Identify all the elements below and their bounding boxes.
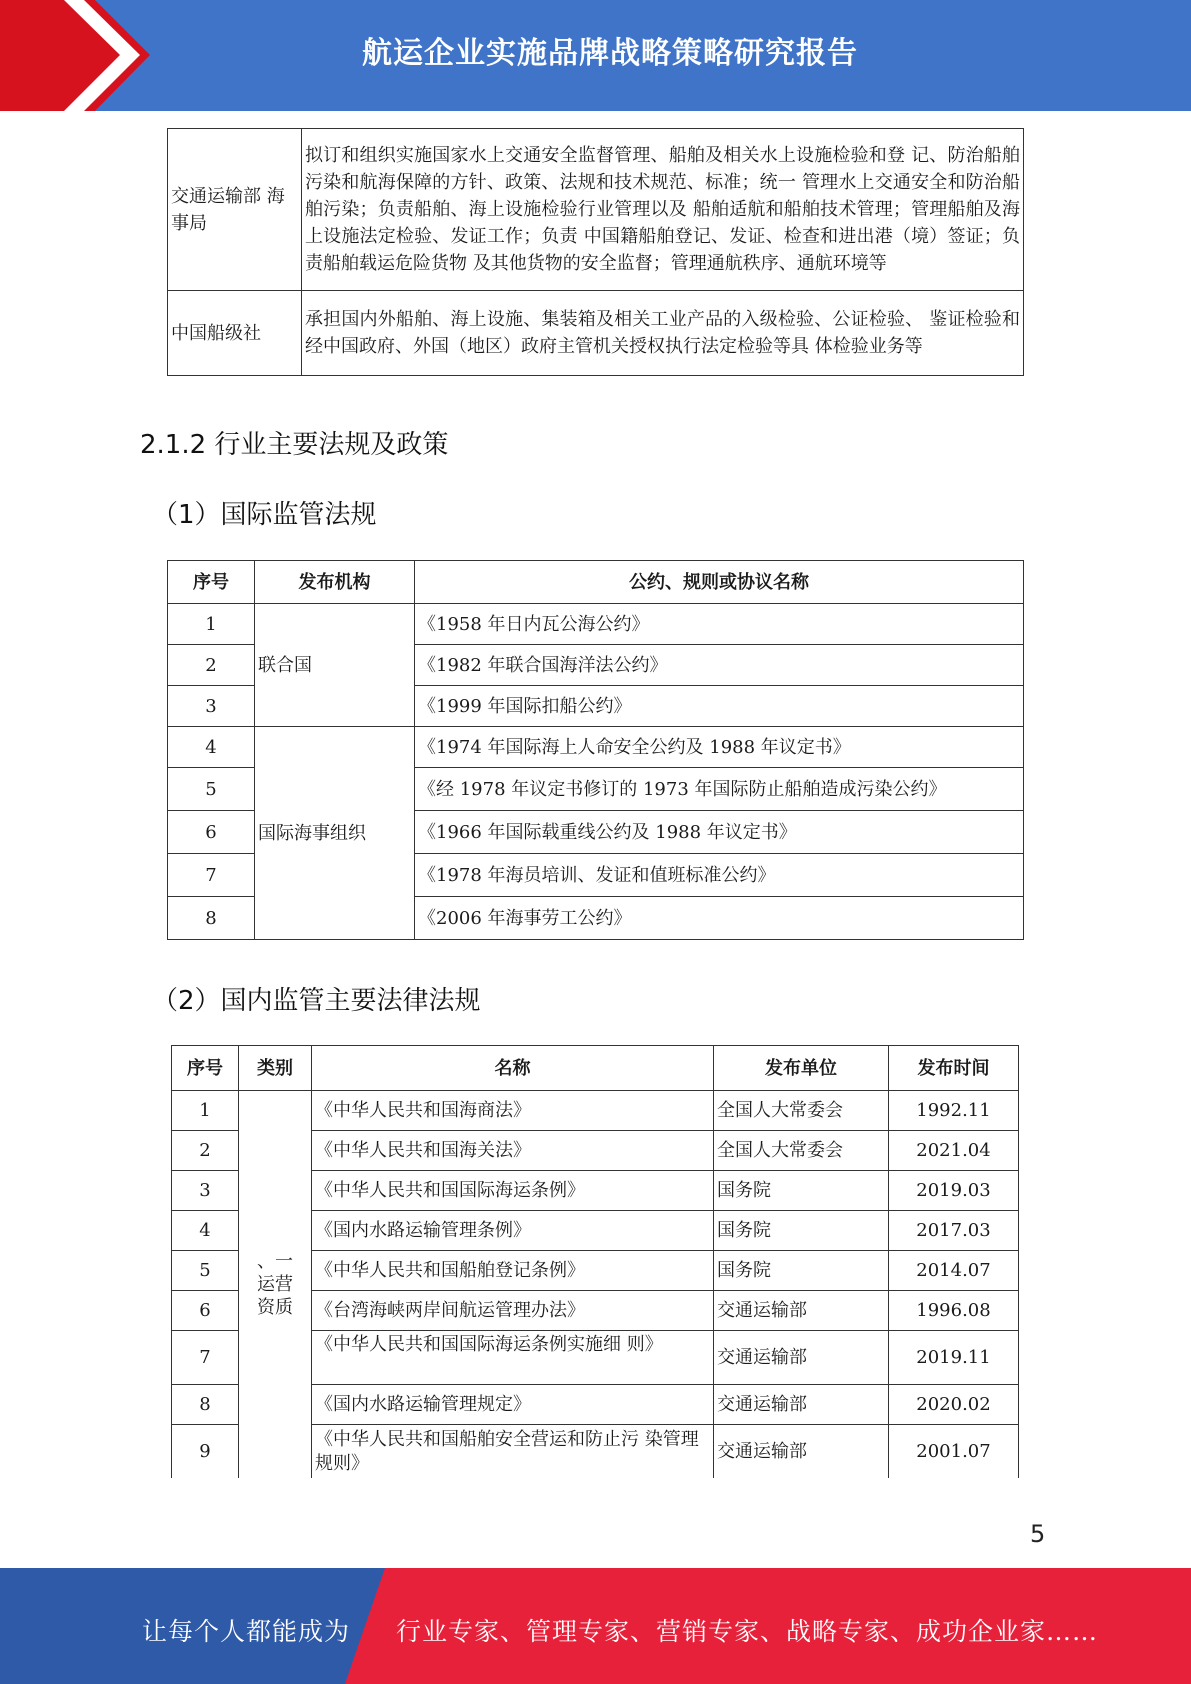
convention-name: 《1966 年国际载重线公约及 1988 年议定书》: [415, 811, 1024, 854]
authorities-table: [167, 128, 1024, 376]
issue-date: 2001.07: [889, 1425, 1019, 1479]
row-no: 8: [172, 1385, 239, 1425]
row-no: 4: [172, 1211, 239, 1251]
page-footer: [0, 1568, 1191, 1684]
section-heading: 2.1.2 行业主要法规及政策: [140, 430, 449, 460]
convention-name: 《1978 年海员培训、发证和值班标准公约》: [415, 854, 1024, 897]
issue-date: 2017.03: [889, 1211, 1019, 1251]
table-row: [168, 129, 1024, 291]
table-row: [172, 1091, 1019, 1131]
convention-name: 《2006 年海事劳工公约》: [415, 897, 1024, 940]
issue-date: 2014.07: [889, 1251, 1019, 1291]
col-header-org: 发布机构: [255, 561, 415, 604]
category-line: 、一: [257, 1251, 293, 1272]
page-number: 5: [1030, 1520, 1046, 1548]
row-no: 8: [168, 897, 255, 940]
row-no: 3: [168, 686, 255, 727]
row-no: 6: [168, 811, 255, 854]
page-header: [0, 0, 1191, 111]
row-no: 1: [168, 604, 255, 645]
row-no: 1: [172, 1091, 239, 1131]
issuer: 交通运输部: [714, 1291, 889, 1331]
table-row: [168, 727, 1024, 768]
row-no: 6: [172, 1291, 239, 1331]
subsection-heading-domestic: （2）国内监管主要法律法规: [152, 986, 481, 1016]
law-name: 《中华人民共和国国际海运条例》: [312, 1171, 714, 1211]
row-no: 7: [168, 854, 255, 897]
col-header-name: 公约、规则或协议名称: [415, 561, 1024, 604]
law-name: 《中华人民共和国海商法》: [312, 1091, 714, 1131]
convention-name: 《经 1978 年议定书修订的 1973 年国际防止船舶造成污染公约》: [415, 768, 1024, 811]
table-row: [168, 291, 1024, 376]
issuer: 交通运输部: [714, 1425, 889, 1479]
issuer: 国务院: [714, 1211, 889, 1251]
col-header-no: 序号: [172, 1046, 239, 1091]
footer-slogan-left: 让每个人都能成为: [142, 1617, 351, 1646]
row-no: 4: [168, 727, 255, 768]
issue-date: 2019.03: [889, 1171, 1019, 1211]
org-cell: 国际海事组织: [255, 727, 415, 940]
duty-cell: 承担国内外船舶、海上设施、集装箱及相关工业产品的入级检验、公证检验、 鉴证检验和经中国政府、外国（地区）政府主管机关授权执行法定检验等具 体检验业务等: [302, 291, 1024, 376]
org-cell: 联合国: [255, 604, 415, 727]
law-name: 《国内水路运输管理条例》: [312, 1211, 714, 1251]
issuer: 交通运输部: [714, 1331, 889, 1385]
issuer: 全国人大常委会: [714, 1091, 889, 1131]
convention-name: 《1999 年国际扣船公约》: [415, 686, 1024, 727]
row-no: 3: [172, 1171, 239, 1211]
table-row: [168, 604, 1024, 645]
law-name: 《台湾海峡两岸间航运管理办法》: [312, 1291, 714, 1331]
issue-date: 2021.04: [889, 1131, 1019, 1171]
org-cell: 交通运输部 海事局: [168, 129, 302, 291]
law-name: 《中华人民共和国船舶安全营运和防止污 染管理规则》: [312, 1425, 714, 1479]
row-no: 5: [168, 768, 255, 811]
issue-date: 2019.11: [889, 1331, 1019, 1385]
issuer: 国务院: [714, 1171, 889, 1211]
table-header-row: [172, 1046, 1019, 1091]
issuer: 国务院: [714, 1251, 889, 1291]
row-no: 9: [172, 1425, 239, 1479]
org-cell: 中国船级社: [168, 291, 302, 376]
issue-date: 2020.02: [889, 1385, 1019, 1425]
row-no: 7: [172, 1331, 239, 1385]
subsection-heading-international: （1）国际监管法规: [152, 500, 377, 530]
law-name: 《国内水路运输管理规定》: [312, 1385, 714, 1425]
issue-date: 1992.11: [889, 1091, 1019, 1131]
law-name: 《中华人民共和国海关法》: [312, 1131, 714, 1171]
duty-cell: 拟订和组织实施国家水上交通安全监督管理、船舶及相关水上设施检验和登 记、防治船舶污染和航海保障的方针、政策、法规和技术规范、标准；统一 管理水上交通安全和防治船舶污染；负责船舶、海上设施检验行业管理以及 船舶适航和船舶技术管理；管理船舶及海上设施法定检验、发证工作；负责 中国籍船舶登记、发证、检查和进出港（境）签证；负责船舶载运危险货物 及其他货物的安全监督；管理通航秩序、通航环境等: [302, 129, 1024, 291]
issue-date: 1996.08: [889, 1291, 1019, 1331]
domestic-regulations-table: [171, 1045, 1019, 1478]
col-header-name: 名称: [312, 1046, 714, 1091]
col-header-issuer: 发布单位: [714, 1046, 889, 1091]
row-no: 5: [172, 1251, 239, 1291]
category-line: 资质: [257, 1297, 293, 1318]
law-name: 《中华人民共和国国际海运条例实施细 则》: [312, 1331, 714, 1385]
international-regulations-table: [167, 560, 1024, 940]
law-name: 《中华人民共和国船舶登记条例》: [312, 1251, 714, 1291]
footer-slogan-right: 行业专家、管理专家、营销专家、战略专家、成功企业家……: [396, 1617, 1099, 1646]
header-title: 航运企业实施品牌战略策略研究报告: [362, 36, 858, 71]
col-header-no: 序号: [168, 561, 255, 604]
row-no: 2: [172, 1131, 239, 1171]
header-red-chevron: [0, 0, 150, 111]
issuer: 全国人大常委会: [714, 1131, 889, 1171]
issuer: 交通运输部: [714, 1385, 889, 1425]
table-header-row: [168, 561, 1024, 604]
category-line: 运营: [257, 1274, 293, 1295]
convention-name: 《1958 年日内瓦公海公约》: [415, 604, 1024, 645]
convention-name: 《1982 年联合国海洋法公约》: [415, 645, 1024, 686]
category-cell: [239, 1091, 312, 1479]
convention-name: 《1974 年国际海上人命安全公约及 1988 年议定书》: [415, 727, 1024, 768]
col-header-category: 类别: [239, 1046, 312, 1091]
col-header-date: 发布时间: [889, 1046, 1019, 1091]
row-no: 2: [168, 645, 255, 686]
